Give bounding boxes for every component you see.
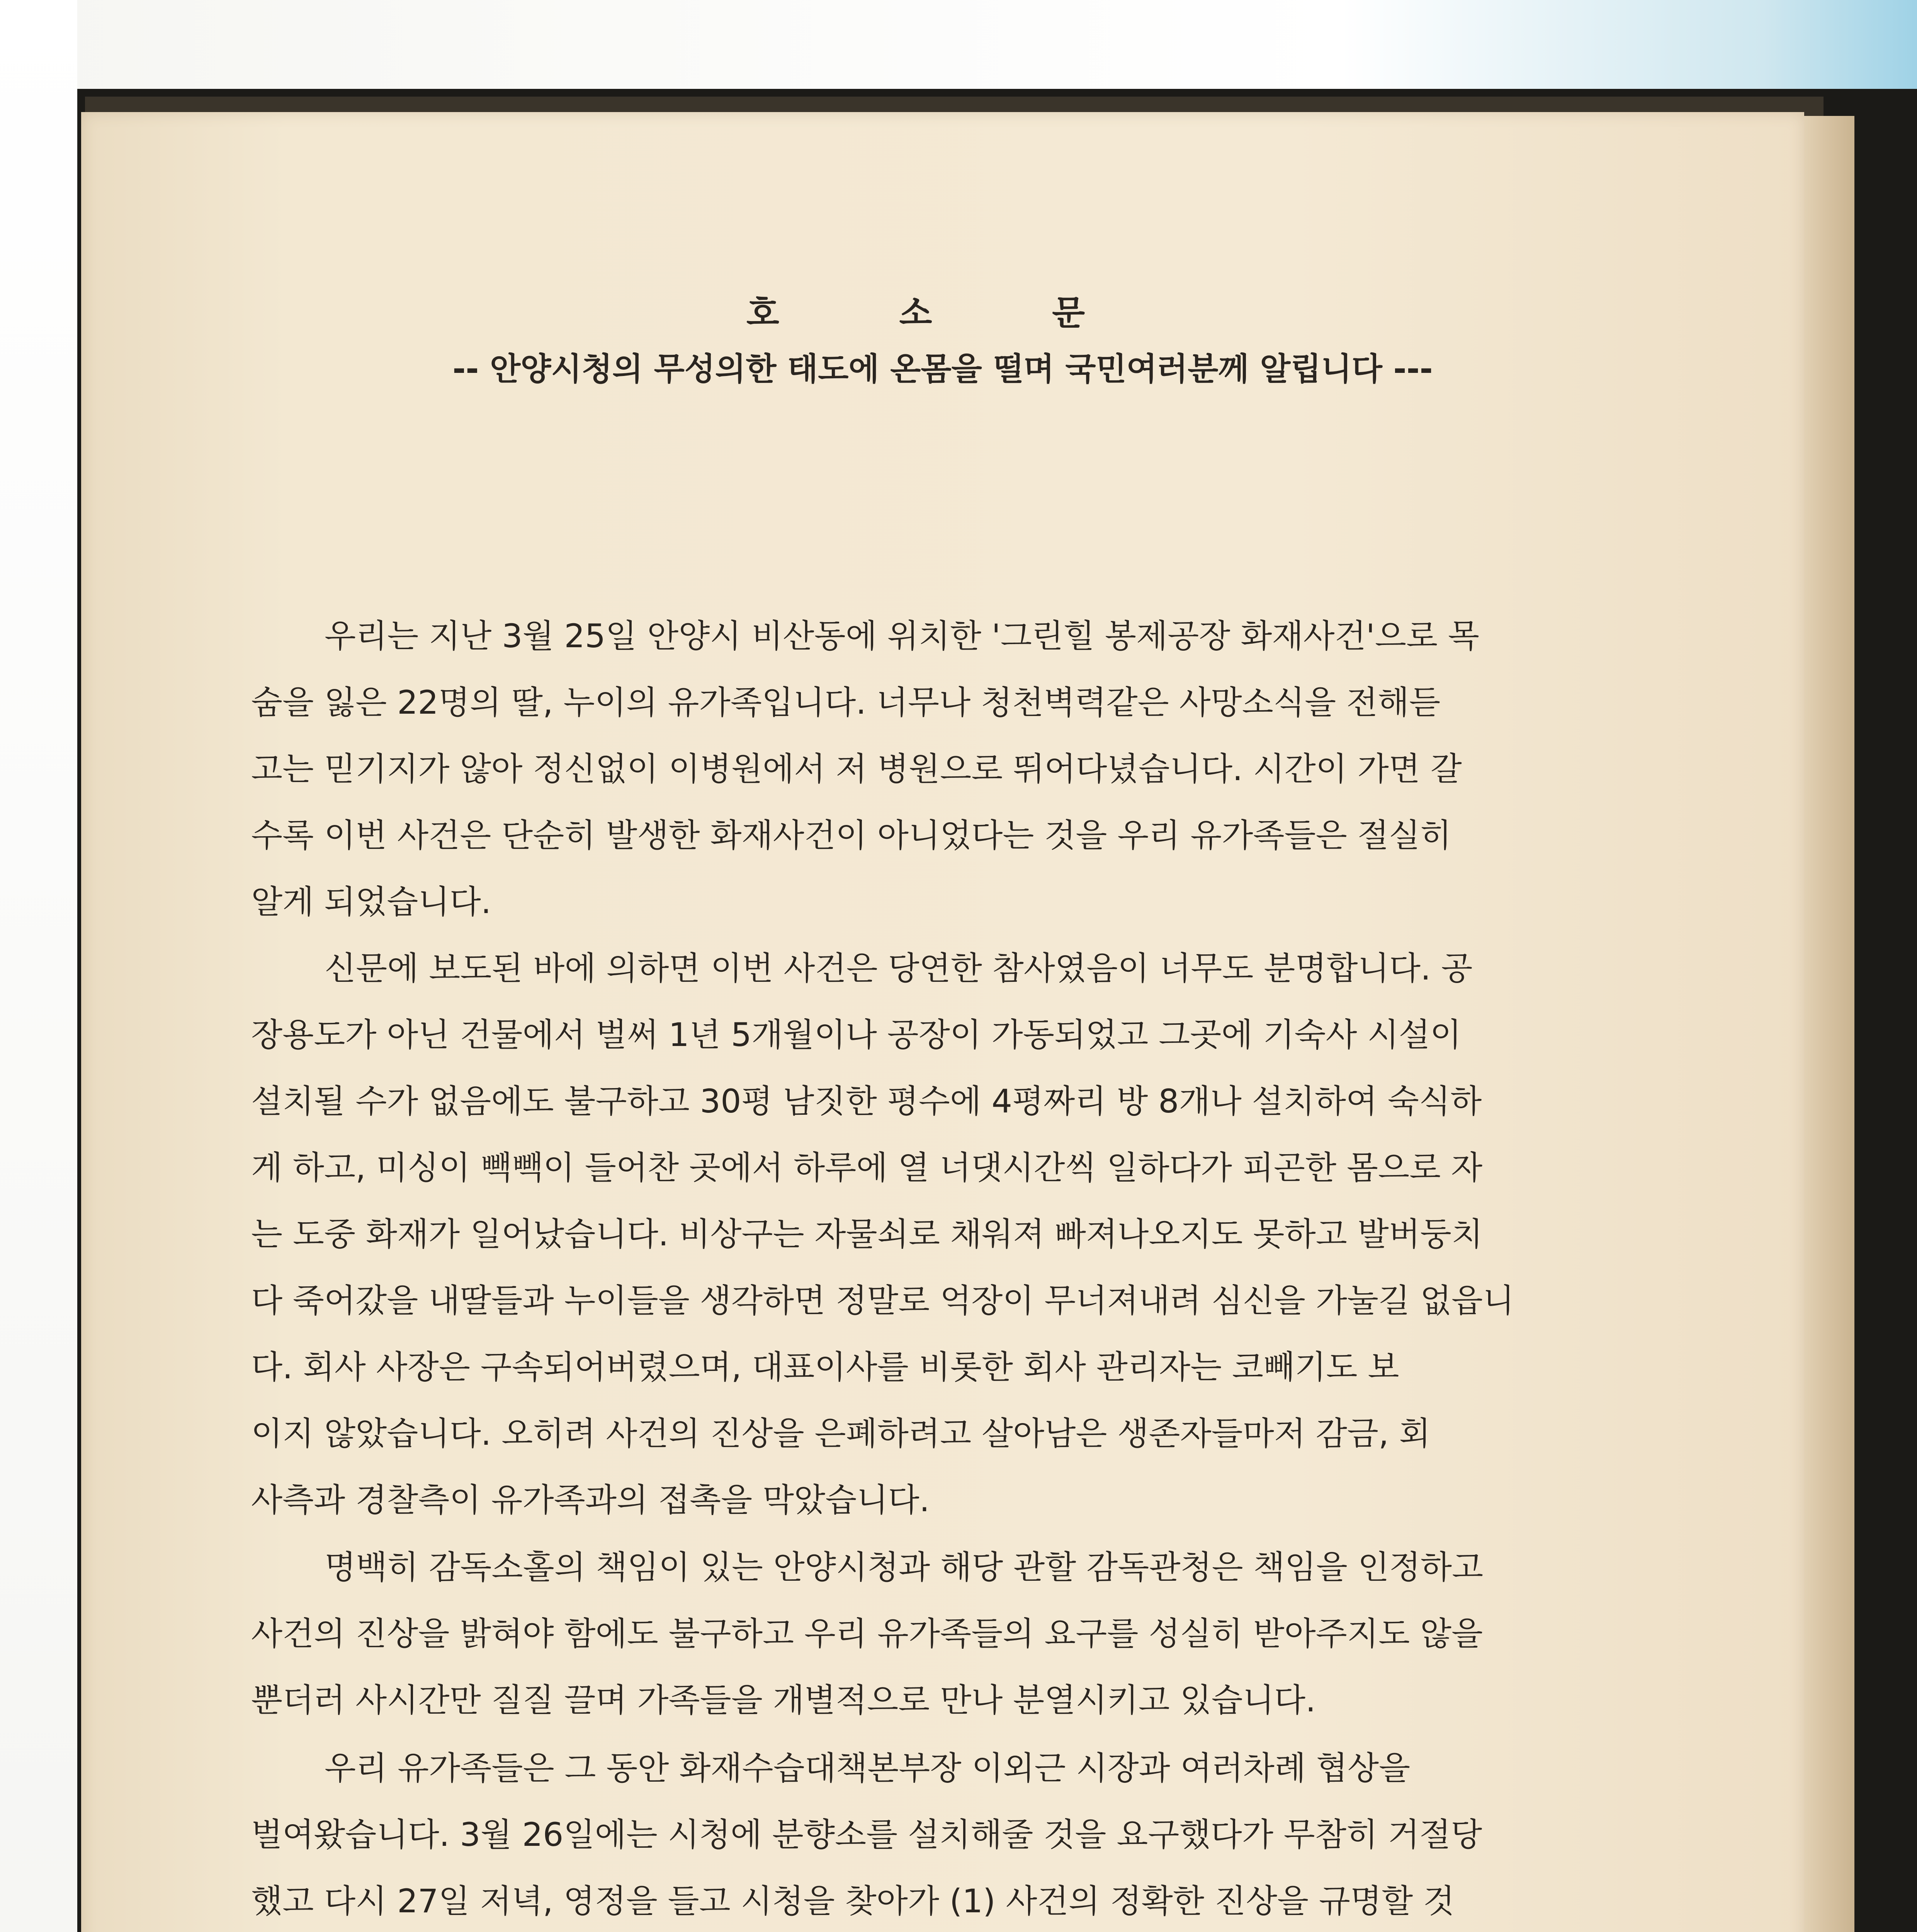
paragraph-line: 게 하고, 미싱이 빽빽이 들어찬 곳에서 하루에 열 너댓시간씩 일하다가 피곤한 몸으로 자 xyxy=(251,1149,1483,1187)
paragraph-line: 우리는 지난 3월 25일 안양시 비산동에 위치한 '그린힐 봉제공장 화재사건'으로 목 xyxy=(325,617,1479,655)
document-subtitle: -- 안양시청의 무성의한 태도에 온몸을 떨며 국민여러분께 알립니다 --- xyxy=(452,351,1433,388)
paragraph-line: 사측과 경찰측이 유가족과의 접촉을 막았습니다. xyxy=(251,1481,930,1519)
paragraph-2 xyxy=(251,935,1758,1533)
paragraph-3 xyxy=(251,1534,1758,1733)
paragraph-line: 수록 이번 사건은 단순히 발생한 화재사건이 아니었다는 것을 우리 유가족들은 절실히 xyxy=(251,816,1452,854)
paragraph-line: 장용도가 아닌 건물에서 벌써 1년 5개월이나 공장이 가동되었고 그곳에 기숙사 시설이 xyxy=(251,1016,1462,1054)
adjacent-page-edge xyxy=(1804,116,1854,1932)
paragraph-line: 벌여왔습니다. 3월 26일에는 시청에 분향소를 설치해줄 것을 요구했다가 무참히 거절당 xyxy=(251,1816,1482,1854)
scan-background-top xyxy=(0,0,1917,89)
paragraph-line: 숨을 잃은 22명의 딸, 누이의 유가족입니다. 너무나 청천벽력같은 사망소식을 전해듣 xyxy=(251,684,1441,721)
paragraph-line: 는 도중 화재가 일어났습니다. 비상구는 자물쇠로 채워져 빠져나오지도 못하고 발버둥치 xyxy=(251,1215,1483,1253)
paragraph-line: 신문에 보도된 바에 의하면 이번 사건은 당연한 참사였음이 너무도 분명합니다. 공 xyxy=(325,949,1473,987)
paragraph-line: 사건의 진상을 밝혀야 함에도 불구하고 우리 유가족들의 요구를 성실히 받아주지도 않을 xyxy=(251,1615,1483,1653)
paragraph-4 xyxy=(251,1735,1758,1932)
paragraph-line: 했고 다시 27일 저녁, 영정을 들고 시청을 찾아가 (1) 사건의 정확한 진상을 규명할 것 xyxy=(251,1868,1758,1932)
paragraph-line: 다 죽어갔을 내딸들과 누이들을 생각하면 정말로 억장이 무너져내려 심신을 가눌길 없읍니 xyxy=(251,1282,1514,1320)
scan-background-left xyxy=(0,0,77,1932)
document-title: 호 소 문 xyxy=(746,293,1139,333)
page-content xyxy=(81,112,1804,1932)
paragraph-line: 이지 않았습니다. 오히려 사건의 진상을 은폐하려고 살아남은 생존자들마저 감금, 회 xyxy=(251,1415,1431,1452)
paragraph-line: 알게 되었습니다. xyxy=(251,883,491,921)
paragraph-line: 뿐더러 사시간만 질질 끌며 가족들을 개별적으로 만나 분열시키고 있습니다. xyxy=(251,1681,1316,1719)
document-page xyxy=(81,112,1804,1932)
paragraph-line: 우리 유가족들은 그 동안 화재수습대책본부장 이외근 시장과 여러차례 협상을 xyxy=(325,1749,1411,1787)
paragraph-line: 명백히 감독소홀의 책임이 있는 안양시청과 해당 관할 감독관청은 책임을 인정하고 xyxy=(325,1548,1484,1586)
paragraph-line: 설치될 수가 없음에도 불구하고 30평 남짓한 평수에 4평짜리 방 8개나 설치하여 숙식하 xyxy=(251,1082,1482,1120)
paragraph-line: 고는 믿기지가 않아 정신없이 이병원에서 저 병원으로 뛰어다녔습니다. 시간이 가면 갈 xyxy=(251,750,1462,788)
paragraph-line: 다. 회사 사장은 구속되어버렸으며, 대표이사를 비롯한 회사 관리자는 코빼기도 보 xyxy=(251,1348,1399,1386)
paragraph-1 xyxy=(251,603,1758,935)
